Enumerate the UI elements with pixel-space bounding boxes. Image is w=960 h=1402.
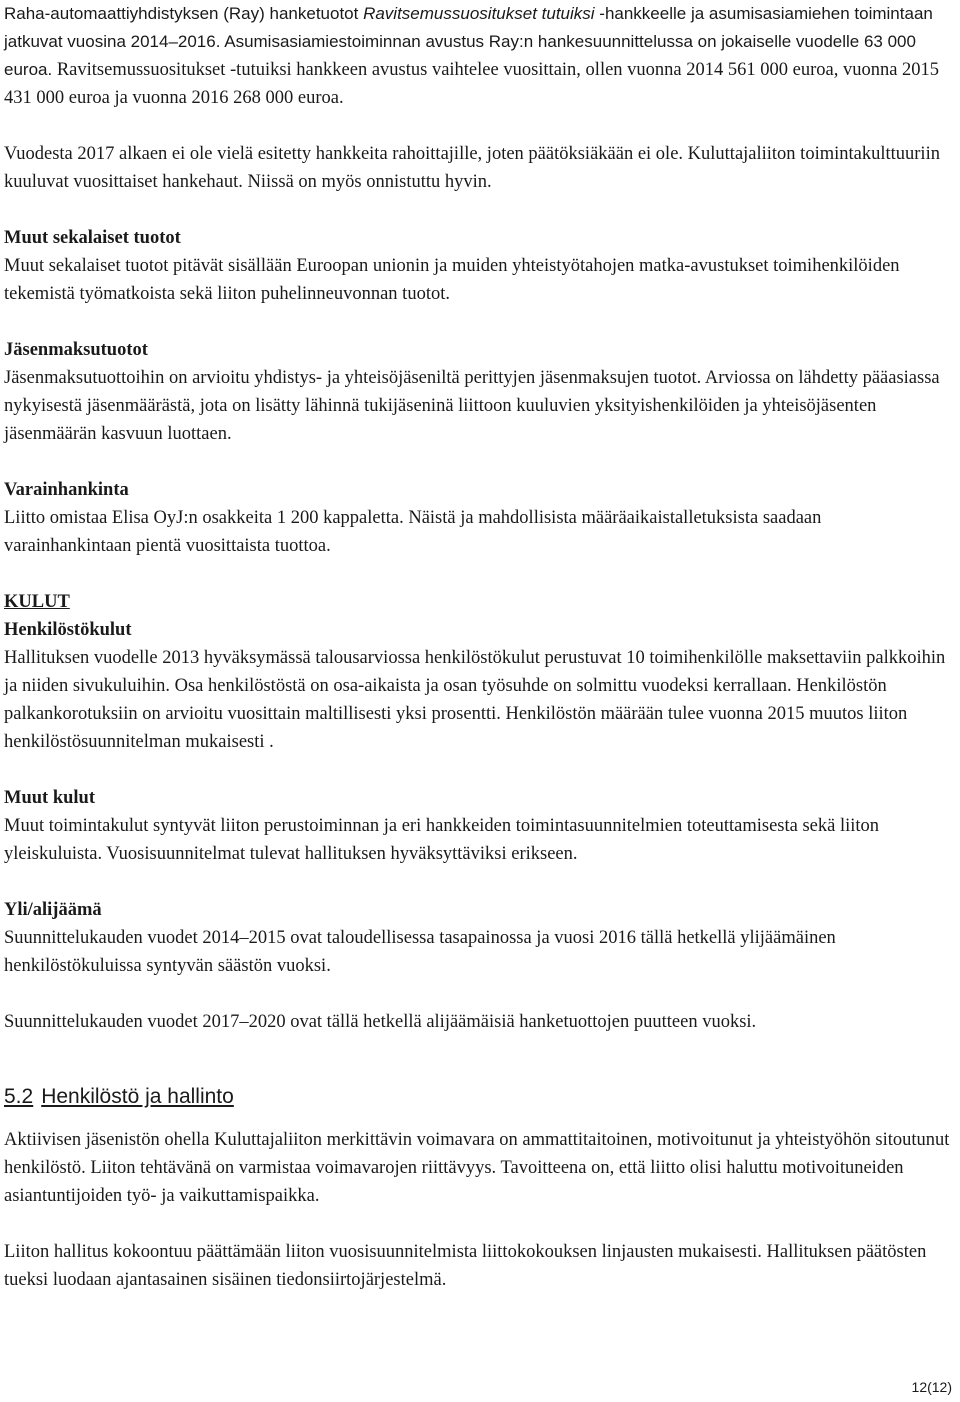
varainhankinta-text: Liitto omistaa Elisa OyJ:n osakkeita 1 200 kappaletta. Näistä ja mahdollisista määräaikaistalletuksista saadaan varainhankintaan pientä vuosittaista tuottoa. [4,508,822,556]
document-body [4,0,950,1294]
henkilosto-paragraph-2: Liiton hallitus kokoontuu päättämään liiton vuosisuunnitelmista liittokokouksen linjausten mukaisesti. Hallituksen päätösten tueksi luodaan ajantasainen sisäinen tiedonsiirtojärjestelmä. [4,1242,927,1290]
project-name-italic: Ravitsemussuositukset tutuiksi [363,4,595,23]
muut-tuotot-text: Muut sekalaiset tuotot pitävät sisällään Euroopan unionin ja muiden yhteistyötahojen matka-avustukset toimihenkilöiden tekemistä työmatkoista sekä liiton puhelinneuvonnan tuotot. [4,256,900,304]
henkilostokulut-text: Hallituksen vuodelle 2013 hyväksymässä talousarviossa henkilöstökulut perustuvat 10 toimihenkilölle maksettaviin palkkoihin ja niiden sivukuluihin. Osa henkilöstöstä on osa-aikaista ja osan työsuhde on solmittu vuodeksi kerrallaan. Henkilöstön palkankorotuksiin on arvioitu vuosittain maltillisesti yksi prosentti. Henkilöstön määrään tulee vuonna 2015 muutos liiton henkilöstösuunnitelman mukaisesti . [4,648,946,752]
intro-text-serif: Ravitsemussuositukset -tutuiksi hankkeen avustus vaihtelee vuosittain, ollen vuonna 2014 561 000 euroa, vuonna 2015 431 000 euroa ja vuonna 2016 268 000 euroa. [4,60,940,108]
intro-text-start: Raha-automaattiyhdistyksen (Ray) hanketuotot [4,4,364,23]
muut-tuotot-heading: Muut sekalaiset tuotot [4,228,181,248]
yli-alijaama-text-1: Suunnittelukauden vuodet 2014–2015 ovat taloudellisessa tasapainossa ja vuosi 2016 tällä hetkellä ylijäämäinen henkilöstökuluissa syntyvän säästön vuoksi. [4,928,836,976]
henkilostokulut-heading: Henkilöstökulut [4,620,132,640]
intro-text-end: -hankkeelle ja asumisasiamiehen toimintaan jatkuvat vuosina 2014–2016. Asumisasiamiestoiminnan avustus Ray:n hankesuunnittelussa on jokaiselle vuodelle 63 000 euroa. [4,4,933,79]
page-number: 12(12) [911,1379,952,1395]
yli-alijaama-heading: Yli/alijäämä [4,900,102,920]
henkilosto-paragraph-1: Aktiivisen jäsenistön ohella Kuluttajaliiton merkittävin voimavara on ammattitaitoinen, motivoitunut ja yhteistyöhön sitoutunut henkilöstö. Liiton tehtävänä on varmistaa voimavarojen riittävyys. Tavoitteena on, että liitto olisi haluttu motivoituneiden asiantuntijoiden työ- ja vaikuttamispaikka. [4,1130,950,1206]
funding-paragraph: Vuodesta 2017 alkaen ei ole vielä esitetty hankkeita rahoittajille, joten päätöksiäkään ei ole. Kuluttajaliiton toimintakulttuuriin kuuluvat vuosittaiset hankehaut. Niissä on myös onnistuttu hyvin. [4,144,940,192]
jasenmaksu-heading: Jäsenmaksutuotot [4,340,148,360]
yli-alijaama-text-2: Suunnittelukauden vuodet 2017–2020 ovat tällä hetkellä alijäämäisiä hanketuottojen puutteen vuoksi. [4,1012,757,1032]
muut-kulut-heading: Muut kulut [4,788,95,808]
muut-kulut-text: Muut toimintakulut syntyvät liiton perustoiminnan ja eri hankkeiden toimintasuunnitelmien toteuttamisesta sekä liiton yleiskuluista. Vuosisuunnitelmat tulevat hallituksen hyväksyttäviksi erikseen. [4,816,880,864]
section-heading-5-2 [4,1082,950,1112]
varainhankinta-heading: Varainhankinta [4,480,129,500]
jasenmaksu-text: Jäsenmaksutuottoihin on arvioitu yhdistys- ja yhteisöjäseniltä perittyjen jäsenmaksujen tuotot. Arviossa on lähdetty pääasiassa nykyisestä jäsenmäärästä, jota on lisätty lähinnä tukijäseninä liittoon kuuluvien yksityishenkilöiden ja yhteisöjäsenten jäsenmäärän kasvuun luottaen. [4,368,940,444]
kulut-heading: KULUT [4,592,70,612]
section-title: Henkilöstö ja hallinto [41,1085,234,1108]
intro-paragraph [4,0,950,112]
section-number: 5.2 [4,1085,34,1108]
